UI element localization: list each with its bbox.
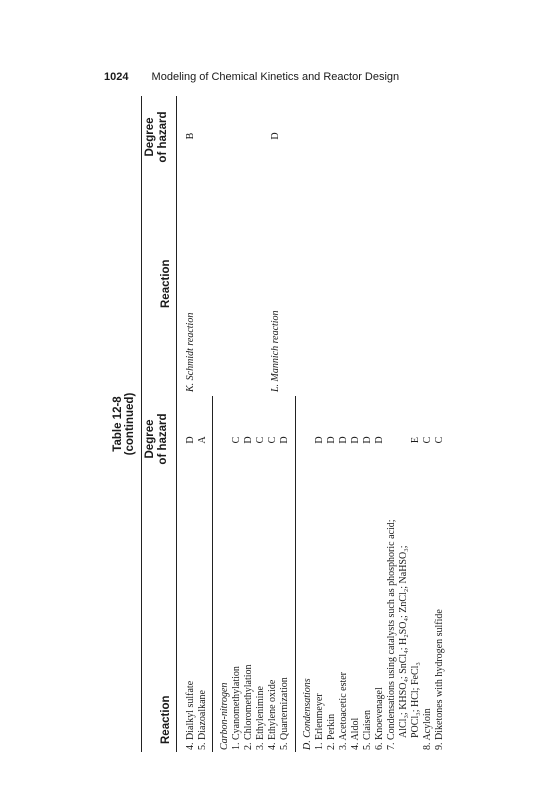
table-row: 7. Condensations using catalysts such as phosphoric acid; <box>386 519 397 750</box>
degree-cell: D <box>338 436 349 444</box>
degree-cell: D <box>374 436 385 444</box>
degree-cell: C <box>434 436 445 444</box>
degree-cell: C <box>422 436 433 444</box>
table-row: 4. Ethylene oxide <box>267 679 278 750</box>
rotated-table <box>112 92 472 752</box>
degree-cell: D <box>350 436 361 444</box>
table-row: 6. Knoevenagel <box>374 687 385 750</box>
degree-cell: D <box>314 436 325 444</box>
degree-cell: C <box>267 436 278 444</box>
table-row: AlCl₃; KHSO₄; SnCl₄; H₂SO₄; ZnCl₂; NaHSO₃; <box>398 545 409 738</box>
degree-cell: B <box>185 132 196 140</box>
table-row: 1. Erlenmeyer <box>314 693 325 750</box>
table-row: 5. Claisen <box>362 710 373 750</box>
degree-cell: D <box>185 436 196 444</box>
degree-cell: D <box>279 436 290 444</box>
page-number: 1024 <box>104 71 129 83</box>
table-caption <box>112 96 136 752</box>
header-degree-right: Degree of hazard <box>144 111 169 163</box>
table-row: K. Schmidt reaction <box>185 312 196 392</box>
table-row: POCl₃; HCl; FeCl₃ <box>410 662 421 738</box>
table-row: 9. Diketones with hydrogen sulfide <box>434 609 445 750</box>
header-reaction-right: Reaction <box>160 259 172 308</box>
book-title: Modeling of Chemical Kinetics and Reactor Design <box>151 71 400 83</box>
section-rule <box>295 396 296 752</box>
section-rule <box>212 396 213 752</box>
degree-cell: D <box>362 436 373 444</box>
table-row: 5. Quarternization <box>279 677 290 750</box>
table-number: Table 12-8 <box>112 396 124 452</box>
table-row: 2. Chloromethylation <box>243 664 254 750</box>
degree-cell: C <box>255 436 266 444</box>
running-head <box>104 71 399 83</box>
table-row: 3. Acetoacetic ester <box>338 671 349 750</box>
degree-cell: D <box>270 132 281 140</box>
table-row: 4. Dialkyl sulfate <box>185 680 196 750</box>
table-row: Carbon-nitrogen <box>219 682 230 750</box>
table-continued: (continued) <box>124 392 136 456</box>
table-row: 1. Cyanomethylation <box>231 666 242 750</box>
top-rule <box>141 96 142 752</box>
table-row: D. Condensations <box>302 678 313 750</box>
table-row: 8. Acyloin <box>422 708 433 750</box>
header-reaction-left: Reaction <box>160 695 172 744</box>
degree-cell: C <box>231 436 242 444</box>
table-row: 2. Perkin <box>326 713 337 750</box>
degree-cell: D <box>326 436 337 444</box>
table-row: L. Mannich reaction <box>270 310 281 392</box>
degree-cell: E <box>410 436 421 444</box>
header-rule <box>176 96 177 752</box>
table-row: 4. Aldol <box>350 717 361 750</box>
table-row: 5. Diazoalkane <box>197 690 208 750</box>
header-degree-left: Degree of hazard <box>144 413 169 465</box>
degree-cell: A <box>197 436 208 444</box>
table-row: 3. Ethylenimine <box>255 686 266 750</box>
degree-cell: D <box>243 436 254 444</box>
